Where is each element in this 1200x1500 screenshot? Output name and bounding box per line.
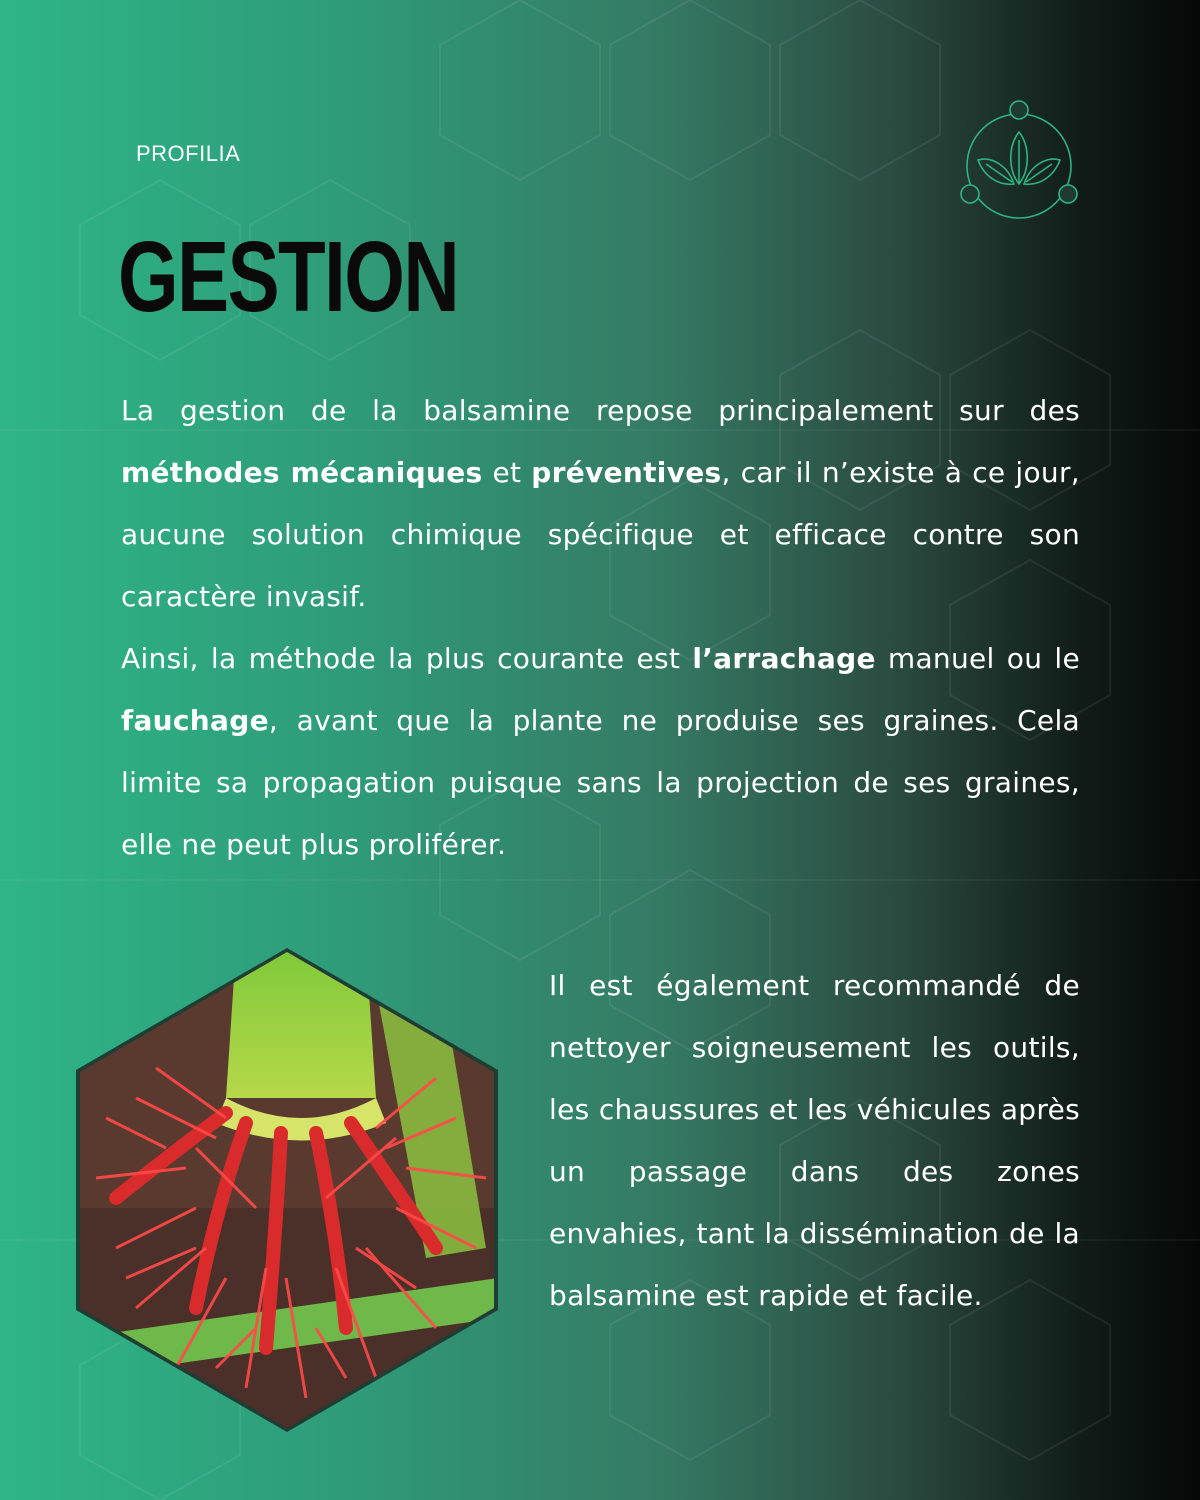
paragraph-2 <box>121 628 1080 876</box>
bold-run: méthodes mécaniques <box>121 456 483 489</box>
side-paragraph: Il est également recommandé de nettoyer soigneusement les outils, les chaussures et les véhicules après un passage dans des zones envahies, tant la dissémination de la balsamine est rapide et facile. <box>549 969 1080 1312</box>
text-run: La gestion de la balsamine repose principalement sur des <box>121 394 1080 427</box>
plant-root-photo <box>76 948 498 1432</box>
paragraph-1 <box>121 380 1080 628</box>
leaf-circle-logo-icon <box>958 100 1080 224</box>
text-run: Ainsi, la méthode la plus courante est <box>121 642 693 675</box>
text-run: , car il n’existe à ce jour, aucune solution chimique spécifique et efficace contre son caractère invasif. <box>121 456 1080 613</box>
page-title: GESTION <box>118 221 459 333</box>
brand-name: PROFILIA <box>136 141 241 166</box>
bold-run: préventives <box>531 456 722 489</box>
text-run: , avant que la plante ne produise ses graines. Cela limite sa propagation puisque sans la projection de ses graines, elle ne peut plus proliférer. <box>121 704 1080 861</box>
bold-run: fauchage <box>121 704 269 737</box>
text-run: manuel ou le <box>875 642 1080 675</box>
text-run: et <box>482 456 532 489</box>
main-text <box>121 380 1080 876</box>
bold-run: l’arrachage <box>692 642 876 675</box>
